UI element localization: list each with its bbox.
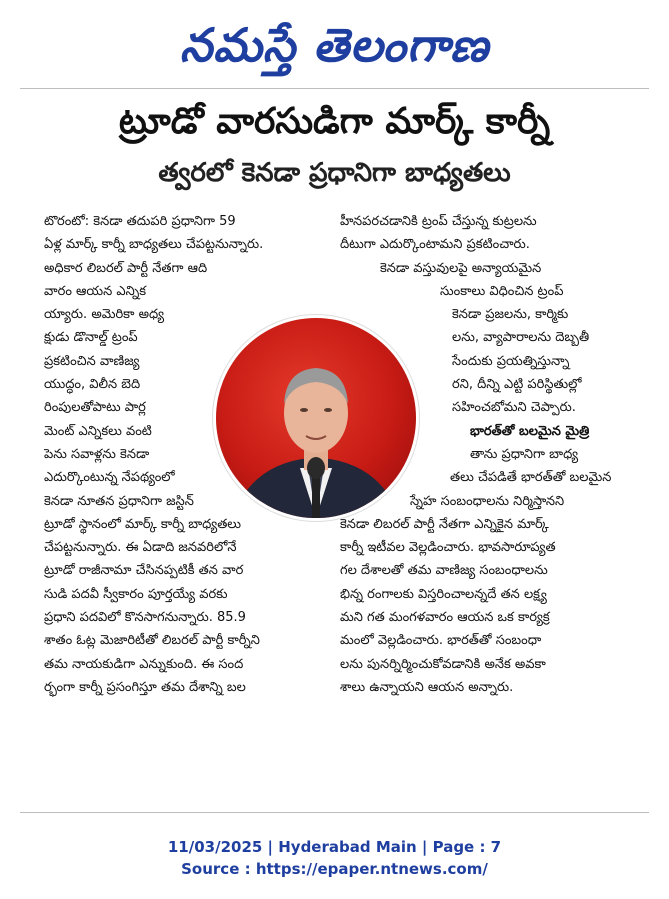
article-line: ఏళ్ల మార్క్ కార్నీ బాధ్యతలు చేపట్టనున్నారు. — [44, 237, 264, 253]
article-line: సుడి పదవీ స్వీకారం పూర్తయ్యే వరకు — [44, 586, 228, 602]
article-line: కెనడా వస్తువులపై అన్యాయమైన — [380, 260, 542, 276]
article-line: ప్రకటించిన వాణిజ్య — [44, 353, 140, 369]
article-line: వారం ఆయన ఎన్నిక — [44, 283, 146, 299]
masthead-divider — [20, 88, 649, 89]
article-line: ట్రూడో స్థానంలో మార్క్ కార్నీ బాధ్యతలు — [44, 516, 242, 532]
article-line: టొరంటో: కెనడా తదుపరి ప్రధానిగా 59 — [44, 214, 236, 229]
masthead-title: నమస్తే తెలంగాణ — [179, 18, 490, 72]
article-line: మని గత మంగళవారం ఆయన ఒక కార్యక్ర — [340, 610, 550, 626]
article-line: భిన్న రంగాలకు విస్తరించాలన్నదే తన లక్ష్య — [340, 586, 547, 602]
article-line: అధికార లిబరల్ పార్టీ నేతగా ఆది — [44, 260, 208, 276]
article-line: తమ నాయకుడిగా ఎన్నుకుంది. ఈ సంద — [44, 656, 244, 672]
article-subheadline: త్వరలో కెనడా ప్రధానిగా బాధ్యతలు — [158, 158, 511, 188]
article-right-column — [340, 210, 640, 800]
article-line: కెనడా ప్రజలను, కార్మికు — [452, 307, 569, 323]
article-line: ఎదుర్కొంటున్న నేపథ్యంలో — [44, 470, 175, 486]
article-line: తలు చేపడితే భారత్‌తో బలమైన — [450, 470, 612, 486]
source-link[interactable]: Source : https://epaper.ntnews.com/ — [181, 860, 488, 878]
article-line: చేపట్టనున్నారు. ఈ ఏడాది జనవరిలోనే — [44, 540, 237, 556]
article-line: క్షుడు డొనాల్డ్ ట్రంప్ — [44, 330, 138, 346]
article-line: శాతం ఓట్ల మెజారిటీతో లిబరల్ పార్టీ కార్నీని — [44, 633, 260, 649]
article-line: కెనడా నూతన ప్రధానిగా జస్టిన్ — [44, 493, 194, 509]
article-line: ట్రూడో రాజీనామా చేసినప్పటికీ తన వార — [44, 563, 244, 579]
article-line: ప్రధాని పదవిలో కొనసాగనున్నారు. 85.9 — [44, 610, 246, 626]
article-left-column — [44, 210, 294, 800]
article-line: గల దేశాలతో తమ వాణిజ్య సంబంధాలను — [340, 563, 548, 579]
article-line: కార్నీ ఇటీవల వెల్లడించారు. భావసారూప్యత — [340, 540, 556, 556]
edition-info: 11/03/2025 | Hyderabad Main | Page : 7 — [167, 838, 502, 856]
article-line: రింపులతోపాటు పార్ల — [44, 400, 146, 416]
article-line: య్యారు. అమెరికా అధ్య — [44, 307, 165, 323]
article-subheading: భారత్‌తో బలమైన మైత్రి — [470, 423, 590, 439]
footer-divider — [20, 812, 649, 813]
article-line: స్నేహ సంబంధాలను నిర్మిస్తానని — [410, 493, 565, 509]
article-line: లను పునర్నిర్మించుకోవడానికి అనేక అవకా — [340, 656, 546, 672]
article-line: సేందుకు ప్రయత్నిస్తున్నా — [452, 353, 570, 369]
article-line: ర్భంగా కార్నీ ప్రసంగిస్తూ తమ దేశాన్ని బల — [44, 679, 246, 695]
article-line: లను, వ్యాపారాలను దెబ్బతీ — [452, 330, 590, 346]
article-line: సుంకాలు విధించిన ట్రంప్ — [440, 283, 564, 299]
article-line: కెనడా లిబరల్ పార్టీ నేతగా ఎన్నికైన మార్క్ — [340, 516, 549, 532]
article-line: మెంట్ ఎన్నికలు వంటి — [44, 423, 152, 439]
article-line: మంలో వెల్లడించారు. భారత్‌తో సంబంధా — [340, 633, 542, 649]
article-line: దీటుగా ఎదుర్కొంటామని ప్రకటించారు. — [340, 237, 530, 253]
portrait-photo — [216, 318, 416, 518]
article-line: రని, దీన్ని ఎట్టి పరిస్థితుల్లో — [452, 377, 582, 393]
article-headline: ట్రూడో వారసుడిగా మార్క్ కార్నీ — [118, 101, 551, 142]
article-line: యుద్ధం, విలీన బెది — [44, 377, 141, 393]
portrait-illustration — [216, 318, 416, 518]
article-line: హీనపరచడానికి ట్రంప్ చేస్తున్న కుట్రలను — [340, 214, 537, 229]
article-line: పెను సవాళ్లను కెనడా — [44, 446, 150, 462]
article-line: సహించబోమని చెప్పారు. — [452, 400, 576, 416]
article-line: శాలు ఉన్నాయని ఆయన అన్నారు. — [340, 679, 514, 695]
article-line: తాను ప్రధానిగా బాధ్య — [470, 446, 579, 462]
